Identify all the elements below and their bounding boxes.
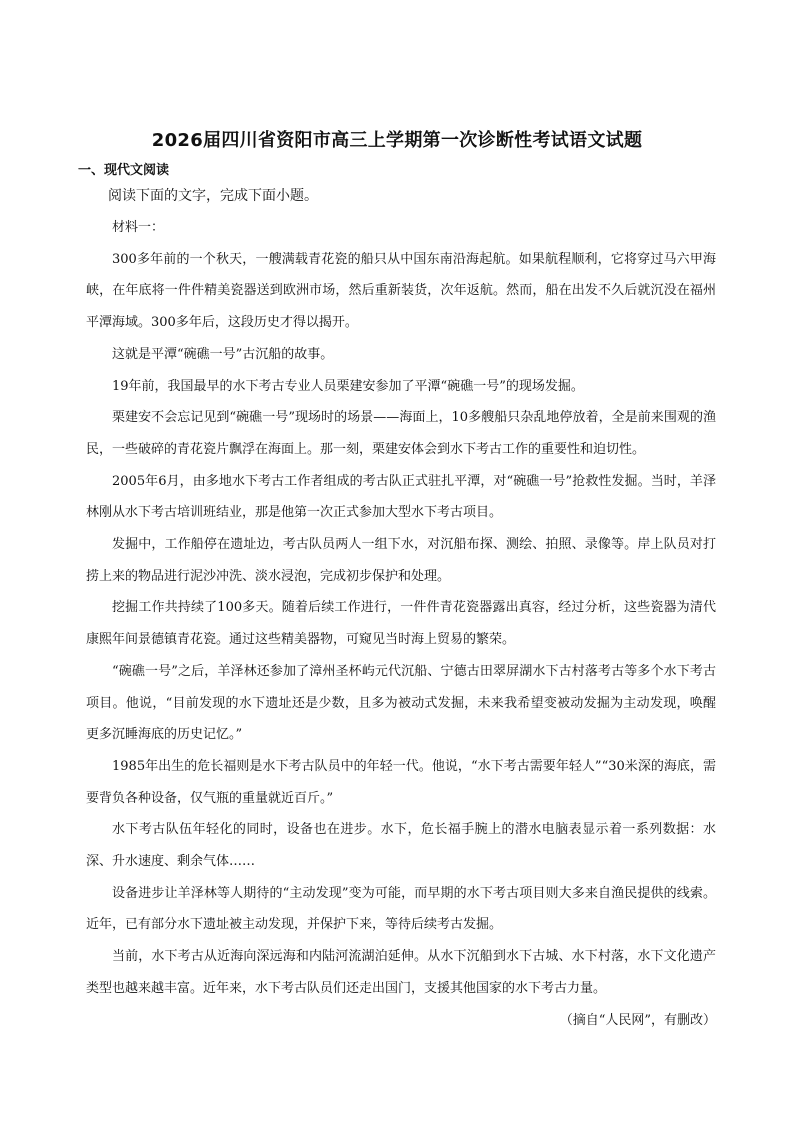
article-body bbox=[86, 212, 716, 1036]
source-note: （摘自“人民网”，有删改） bbox=[559, 1012, 716, 1028]
article-paragraph: 水下考古队伍年轻化的同时，设备也在进步。水下，危长福手腕上的潜水电脑表显示着一系列数据：水深、升水速度、剩余气体…… bbox=[86, 822, 716, 870]
article-paragraph: 设备进步让羊泽林等人期待的“主动发现”变为可能，而早期的水下考古项目则大多来自渔民提供的线索。近年，已有部分水下遗址被主动发现，并保护下来，等待后续考古发掘。 bbox=[86, 885, 716, 933]
article-paragraph: “碗礁一号”之后，羊泽林还参加了漳州圣杯屿元代沉船、宁德古田翠屏湖水下古村落考古等多个水下考古项目。他说，“目前发现的水下遗址还是少数，且多为被动式发掘，未来我希望变被动发掘为主动发现，唤醒更多沉睡海底的历史记忆。” bbox=[86, 663, 716, 743]
article-paragraph: 2005年6月，由多地水下考古工作者组成的考古队正式驻扎平潭，对“碗礁一号”抢救性发掘。当时，羊泽林刚从水下考古培训班结业，那是他第一次正式参加大型水下考古项目。 bbox=[86, 473, 716, 521]
article-paragraph: 栗建安不会忘记见到“碗礁一号”现场时的场景——海面上，10多艘船只杂乱地停放着，全是前来围观的渔民，一些破碎的青花瓷片飘浮在海面上。那一刻，栗建安体会到水下考古工作的重要性和迫切性。 bbox=[86, 410, 716, 457]
article-paragraph: 300多年前的一个秋天，一艘满载青花瓷的船只从中国东南沿海起航。如果航程顺利，它将穿过马六甲海峡，在年底将一件件精美瓷器送到欧洲市场，然后重新装货，次年返航。然而，船在出发不久后就沉没在福州平潭海域。300多年后，这段历史才得以揭开。 bbox=[86, 251, 716, 331]
section-heading: 一、现代文阅读 bbox=[78, 163, 170, 178]
article-paragraph: 挖掘工作共持续了100多天。随着后续工作进行，一件件青花瓷器露出真容，经过分析，这些瓷器为清代康熙年间景德镇青花瓷。通过这些精美器物，可窥见当时海上贸易的繁荣。 bbox=[86, 600, 716, 648]
article-paragraph: 这就是平潭“碗礁一号”古沉船的故事。 bbox=[112, 346, 334, 362]
document-title: 2026届四川省资阳市高三上学期第一次诊断性考试语文试题 bbox=[151, 130, 643, 151]
reading-instruction: 阅读下面的文字，完成下面小题。 bbox=[108, 188, 318, 204]
article-paragraph: 1985年出生的危长福则是水下考古队员中的年轻一代。他说，“水下考古需要年轻人”“30米深的海底，需要背负各种设备，仅气瓶的重量就近百斤。” bbox=[86, 758, 716, 806]
material-label: 材料一： bbox=[112, 220, 165, 235]
article-paragraph: 发掘中，工作船停在遗址边，考古队员两人一组下水，对沉船布探、测绘、拍照、录像等。岸上队员对打捞上来的物品进行泥沙冲洗、淡水浸泡，完成初步保护和处理。 bbox=[86, 537, 716, 584]
article-paragraph: 当前，水下考古从近海向深远海和内陆河流湖泊延伸。从水下沉船到水下古城、水下村落，水下文化遗产类型也越来越丰富。近年来，水下考古队员们还走出国门，支援其他国家的水下考古力量。 bbox=[86, 949, 716, 996]
article-paragraph: 19年前，我国最早的水下考古专业人员栗建安参加了平潭“碗礁一号”的现场发掘。 bbox=[112, 378, 584, 394]
